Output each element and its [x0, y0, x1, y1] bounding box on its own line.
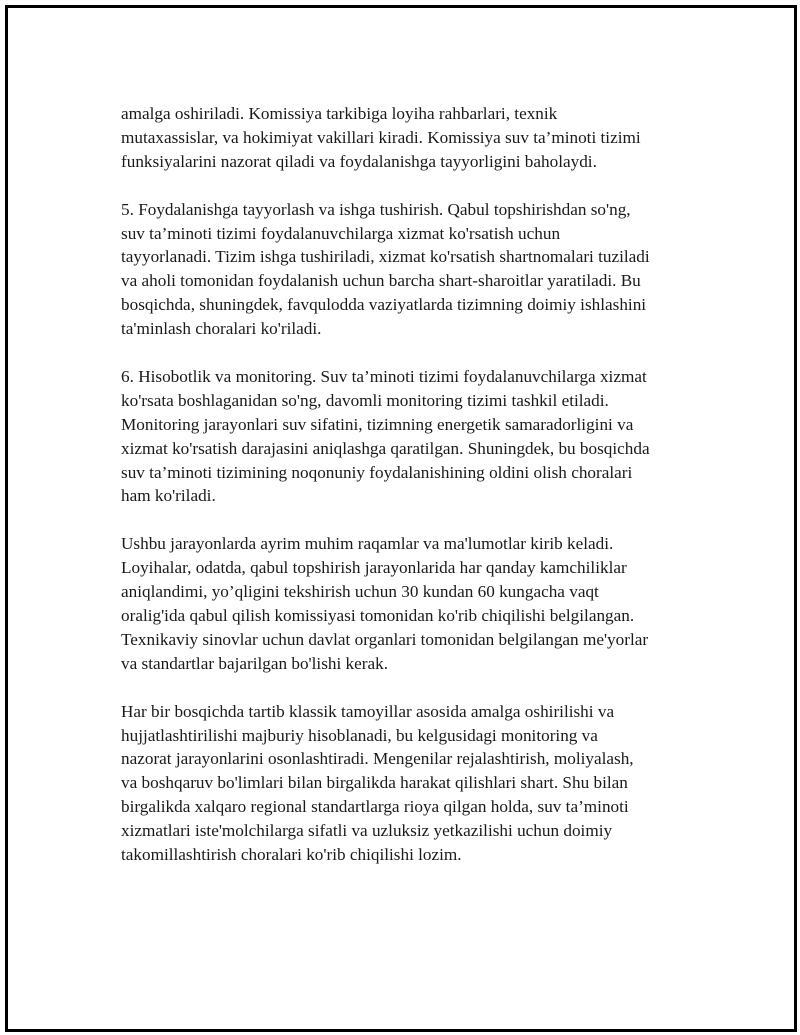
paragraph: [121, 198, 701, 341]
text-line: oralig'ida qabul qilish komissiyasi tomonidan ko'rib chiqilishi belgilangan.: [121, 605, 635, 625]
text-line: Texnikaviy sinovlar uchun davlat organlari tomonidan belgilangan me'yorlar: [121, 629, 649, 649]
text-line: aniqlandimi, yo’qligini tekshirish uchun 30 kundan 60 kungacha vaqt: [121, 582, 599, 602]
text-line: hujjatlashtirilishi majburiy hisoblanadi, bu kelgusidagi monitoring va: [121, 725, 598, 745]
document-body: [121, 102, 701, 891]
text-line: takomillashtirish choralari ko'rib chiqilishi lozim.: [121, 845, 462, 865]
text-line: va standartlar bajarilgan bo'lishi kerak.: [121, 653, 389, 673]
text-line: ta'minlash choralari ko'riladi.: [121, 319, 322, 339]
text-line: Monitoring jarayonlari suv sifatini, tizimning energetik samaradorligini va: [121, 414, 634, 434]
paragraph: [121, 102, 701, 174]
text-line: Har bir bosqichda tartib klassik tamoyillar asosida amalga oshirilishi va: [121, 701, 615, 721]
paragraph: [121, 365, 701, 508]
text-line: 6. Hisobotlik va monitoring. Suv ta’minoti tizimi foydalanuvchilarga xizmat: [121, 366, 647, 386]
text-line: ham ko'riladi.: [121, 486, 216, 506]
paragraph: [121, 532, 701, 675]
text-line: va aholi tomonidan foydalanish uchun barcha shart-sharoitlar yaratiladi. Bu: [121, 271, 641, 291]
text-line: ko'rsata boshlaganidan so'ng, davomli monitoring tizimi tashkil etiladi.: [121, 390, 609, 410]
text-line: 5. Foydalanishga tayyorlash va ishga tushirish. Qabul topshirishdan so'ng,: [121, 199, 631, 219]
text-line: Loyihalar, odatda, qabul topshirish jarayonlarida har qanday kamchiliklar: [121, 558, 627, 578]
text-line: nazorat jarayonlarini osonlashtiradi. Mengenilar rejalashtirish, moliyalash,: [121, 749, 634, 769]
page-frame: [5, 5, 797, 1032]
text-line: birgalikda xalqaro regional standartlarga rioya qilgan holda, suv ta’minoti: [121, 797, 629, 817]
text-line: va boshqaruv bo'limlari bilan birgalikda harakat qilishlari shart. Shu bilan: [121, 773, 628, 793]
paragraph: [121, 700, 701, 867]
text-line: bosqichda, shuningdek, favqulodda vaziyatlarda tizimning doimiy ishlashini: [121, 295, 647, 315]
text-line: amalga oshiriladi. Komissiya tarkibiga loyiha rahbarlari, texnik: [121, 104, 558, 123]
text-line: mutaxassislar, va hokimiyat vakillari kiradi. Komissiya suv ta’minoti tizimi: [121, 127, 641, 147]
text-line: suv ta’minoti tizimi foydalanuvchilarga xizmat ko'rsatish uchun: [121, 223, 561, 243]
text-line: funksiyalarini nazorat qiladi va foydalanishga tayyorligini baholaydi.: [121, 151, 597, 171]
text-line: tayyorlanadi. Tizim ishga tushiriladi, xizmat ko'rsatish shartnomalari tuziladi: [121, 247, 650, 267]
text-line: Ushbu jarayonlarda ayrim muhim raqamlar va ma'lumotlar kirib keladi.: [121, 534, 614, 554]
text-line: suv ta’minoti tizimining noqonuniy foydalanishining oldini olish choralari: [121, 462, 633, 482]
text-line: xizmatlari iste'molchilarga sifatli va uzluksiz yetkazilishi uchun doimiy: [121, 821, 613, 841]
text-line: xizmat ko'rsatish darajasini aniqlashga qaratilgan. Shuningdek, bu bosqichda: [121, 438, 650, 458]
